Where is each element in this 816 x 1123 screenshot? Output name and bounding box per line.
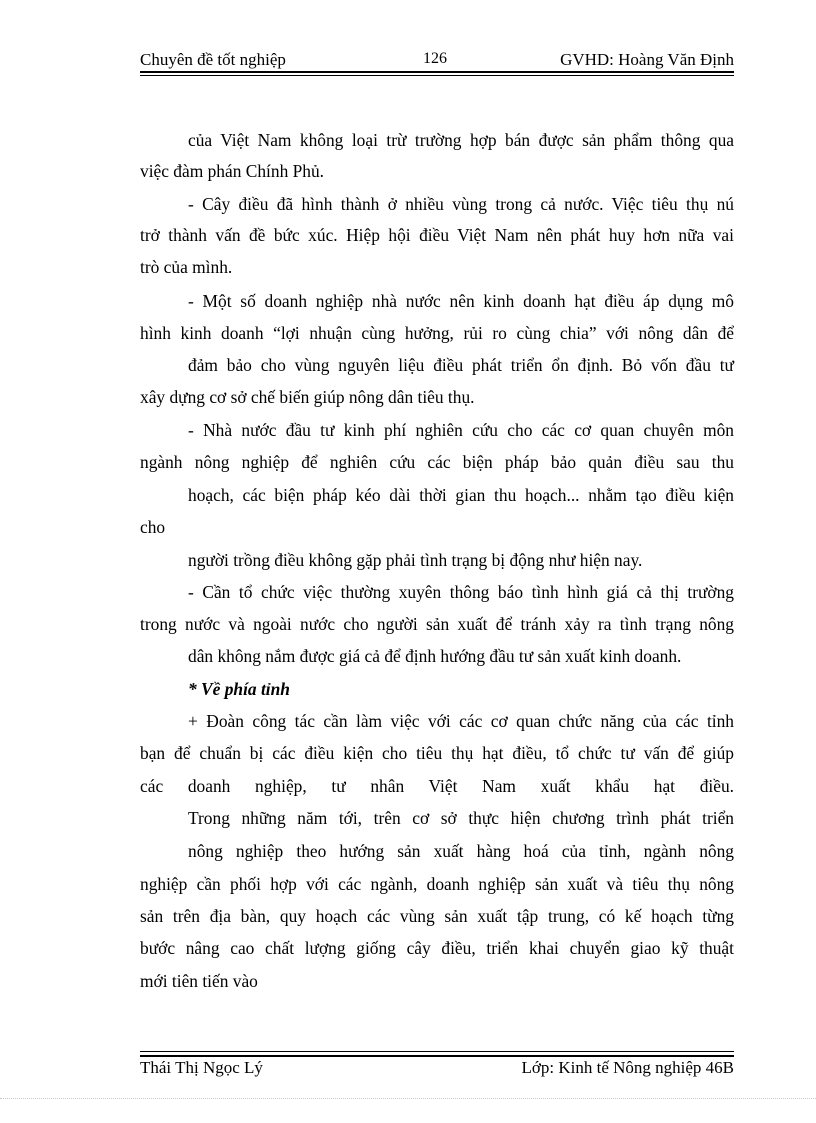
text-line: hoạch, các biện pháp kéo dài thời gian thu hoạch... nhằm tạo điều kiện xyxy=(188,485,734,505)
text-line: ngành nông nghiệp để nghiên cứu các biện pháp bảo quản điều sau thu xyxy=(140,452,734,472)
text-line: + Đoàn công tác cần làm việc với các cơ quan chức năng của các tỉnh xyxy=(188,711,734,731)
footer-class: Lớp: Kinh tế Nông nghiệp 46B xyxy=(521,1058,734,1077)
text-line: Trong những năm tới, trên cơ sở thực hiện chương trình phát triển xyxy=(188,808,734,828)
text-line: mới tiên tiến vào xyxy=(140,971,258,991)
text-line: bạn để chuẩn bị các điều kiện cho tiêu thụ hạt điều, tổ chức tư vấn để giúp xyxy=(140,743,734,763)
page-edge-divider xyxy=(0,1098,816,1099)
text-line: hình kinh doanh “lợi nhuận cùng hưởng, rủi ro cùng chia” với nông dân để xyxy=(140,323,734,343)
text-line: người trồng điều không gặp phải tình trạng bị động như hiện nay. xyxy=(188,550,643,570)
text-line: các doanh nghiệp, tư nhân Việt Nam xuất khẩu hạt điều. xyxy=(140,776,734,796)
text-line: bước nâng cao chất lượng giống cây điều, triển khai chuyển giao kỹ thuật xyxy=(140,938,734,958)
text-line: - Nhà nước đầu tư kinh phí nghiên cứu cho các cơ quan chuyên môn xyxy=(188,420,734,440)
header-rule-thick xyxy=(140,71,734,73)
text-line: nghiệp cần phối hợp với các ngành, doanh nghiệp sản xuất và tiêu thụ nông xyxy=(140,874,734,894)
header-advisor: GVHD: Hoàng Văn Định xyxy=(560,50,734,69)
text-line: trở thành vấn đề bức xúc. Hiệp hội điều Việt Nam nên phát huy hơn nữa vai xyxy=(140,225,734,245)
text-line: trong nước và ngoài nước cho người sản xuất để tránh xảy ra tình trạng nông xyxy=(140,614,734,634)
text-line: nông nghiệp theo hướng sản xuất hàng hoá của tỉnh, ngành nông xyxy=(188,841,734,861)
text-line: - Cây điều đã hình thành ở nhiều vùng trong cả nước. Việc tiêu thụ nú xyxy=(188,194,734,214)
text-line: dân không nắm được giá cả để định hướng đầu tư sản xuất kinh doanh. xyxy=(188,646,682,666)
header-rule-thin xyxy=(140,75,734,76)
page-footer xyxy=(140,1056,734,1082)
footer-author: Thái Thị Ngọc Lý xyxy=(140,1058,263,1077)
text-line: đảm bảo cho vùng nguyên liệu điều phát triển ổn định. Bỏ vốn đầu tư xyxy=(188,355,734,375)
text-line: - Một số doanh nghiệp nhà nước nên kinh doanh hạt điều áp dụng mô xyxy=(188,291,734,311)
page-number: 126 xyxy=(423,50,447,67)
header-title: Chuyên đề tốt nghiệp xyxy=(140,50,286,69)
text-line: xây dựng cơ sở chế biến giúp nông dân tiêu thụ. xyxy=(140,387,475,407)
section-heading: * Về phía tỉnh xyxy=(188,679,290,699)
text-line: cho xyxy=(140,517,166,537)
text-line: trò của mình. xyxy=(140,257,233,277)
footer-rule-thin xyxy=(140,1051,734,1052)
text-line: việc đàm phán Chính Phủ. xyxy=(140,161,325,181)
text-line: - Cần tổ chức việc thường xuyên thông báo tình hình giá cả thị trường xyxy=(188,582,734,602)
text-line: của Việt Nam không loại trừ trường hợp bán được sản phẩm thông qua xyxy=(188,130,734,150)
text-line: sản trên địa bàn, quy hoạch các vùng sản xuất tập trung, có kế hoạch từng xyxy=(140,906,734,926)
